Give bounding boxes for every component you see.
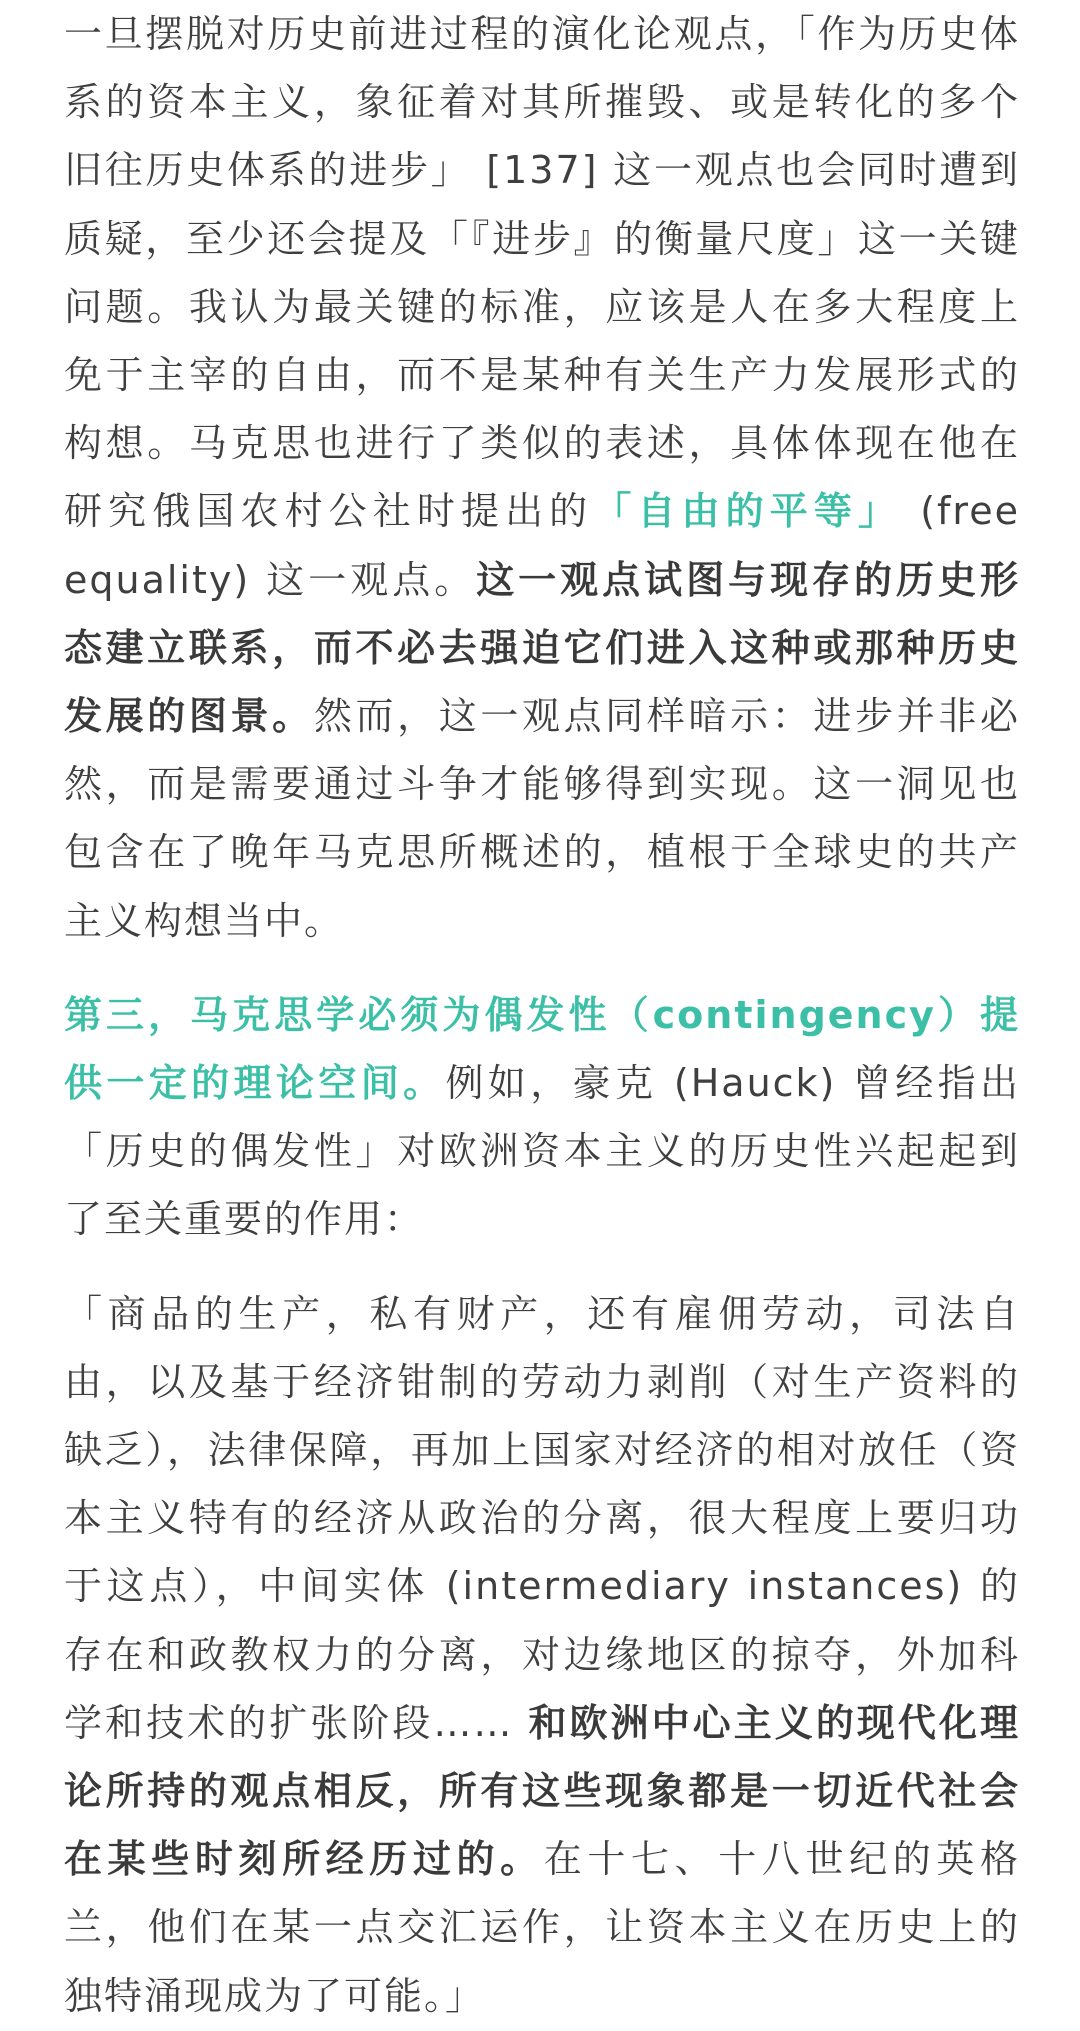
bold-emphasis: 和欧洲中心主义的现代化理论所持的观点相反，所有这些现象都是一切近代社会在某些时刻所经历过的。 (64, 1700, 1020, 1882)
bold-emphasis: 这一观点试图与现存的历史形态建立联系，而不必去强迫它们进入这种或那种历史发展的图景。 (64, 557, 1020, 739)
highlight-free-equality: 「自由的平等」 (593, 489, 903, 534)
paragraph-text: (free equality) 这一观点。 (64, 489, 1020, 602)
article-body (64, 0, 1020, 2030)
paragraph-progress-critique (64, 0, 1020, 955)
paragraph-text: 一旦摆脱对历史前进过程的演化论观点，「作为历史体系的资本主义，象征着对其所摧毁、或是转化的多个旧往历史体系的进步」 [137] 这一观点也会同时遭到质疑，至少还会提及「『进步』的衡量尺度」这一关键问题。我认为最关键的标准，应该是人在多大程度上免于主宰的自由，而不是某种有关生产力发展形式的构想。马克思也进行了类似的表述，具体体现在他在研究俄国农村公社时提出的 (64, 12, 1020, 534)
paragraph-text: 例如，豪克 (Hauck) 曾经指出「历史的偶发性」对欧洲资本主义的历史性兴起起到了至关重要的作用： (64, 1061, 1020, 1242)
blockquote-hauck (64, 1280, 1020, 2030)
paragraph-text: 然而，这一观点同样暗示：进步并非必然，而是需要通过斗争才能够得到实现。这一洞见也包含在了晚年马克思所概述的，植根于全球史的共产主义构想当中。 (64, 694, 1020, 943)
paragraph-contingency (64, 981, 1020, 1254)
quote-text: 在十七、十八世纪的英格兰，他们在某一点交汇运作，让资本主义在历史上的独特涌现成为了可能。」 (64, 1837, 1020, 2018)
quote-text: 「商品的生产，私有财产，还有雇佣劳动，司法自由，以及基于经济钳制的劳动力剥削（对生产资料的缺乏），法律保障，再加上国家对经济的相对放任（资本主义特有的经济从政治的分离，很大程度上要归功于这点），中间实体 (intermediary instances) 的存在和政教权力的分离，对边缘地区的掠夺，外加科学和技术的扩张阶段…… (64, 1291, 1020, 1745)
section-heading-third: 第三，马克思学必须为偶发性（contingency）提供一定的理论空间。 (64, 992, 1020, 1106)
